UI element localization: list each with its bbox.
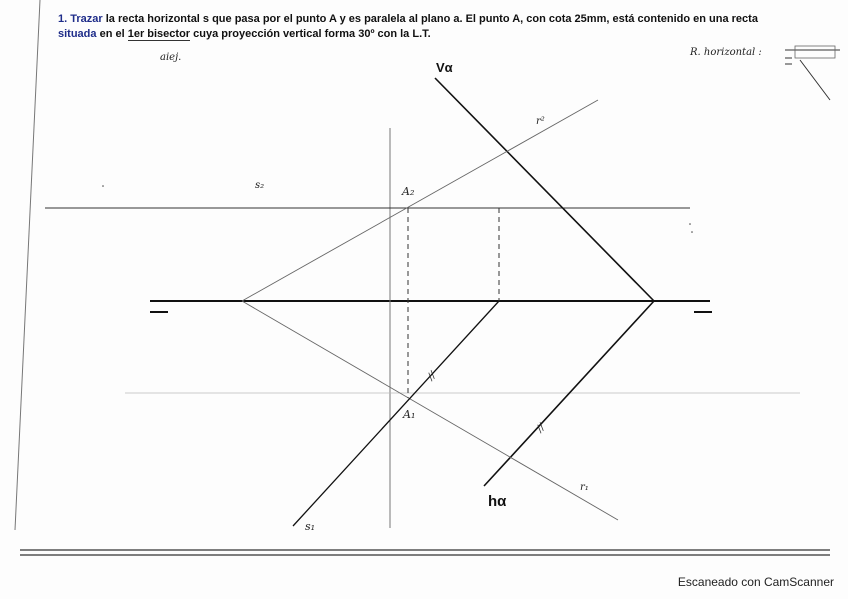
parallel-mark-s1: // [425,370,439,383]
line-s1 [293,301,499,526]
problem-bisector: 1er bisector [127,28,191,40]
scanner-watermark: Escaneado con CamScanner [677,575,834,589]
problem-word-situada: situada [58,28,97,40]
label-h-alpha: hα [488,493,507,510]
corner-box [795,46,835,58]
note-left: aiej. [160,52,182,63]
label-s2: s₂ [255,180,265,191]
label-s1: s₁ [305,520,316,533]
problem-number: 1. [58,13,68,25]
note-right: R. horizontal : [690,47,762,58]
stray-dot-2 [689,223,691,225]
page-left-edge [15,0,40,530]
problem-text-2b: cuya proyección vertical forma 30º con la L.T. [190,28,431,40]
label-v-alpha: Vα [436,60,453,75]
problem-text-1: la recta horizontal s que pasa por el punto A y es paralela al plano a. El punto A, con cota 25mm, está contenido en una recta [102,13,758,25]
stray-dot-1 [102,185,104,187]
parallel-mark-h-alpha: // [534,422,548,435]
label-r1: r₁ [580,482,589,493]
problem-text-2a: en el [96,28,128,40]
line-r2 [242,100,598,301]
problem-verb: Trazar [70,13,103,25]
label-a1: A₁ [403,408,416,421]
corner-sketch [785,50,840,100]
trace-v-alpha [435,78,654,301]
label-r2: r² [536,116,545,127]
trace-h-alpha [484,301,654,486]
label-a2: A₂ [402,185,415,198]
line-r1 [242,301,618,520]
stray-dot-3 [691,231,693,233]
